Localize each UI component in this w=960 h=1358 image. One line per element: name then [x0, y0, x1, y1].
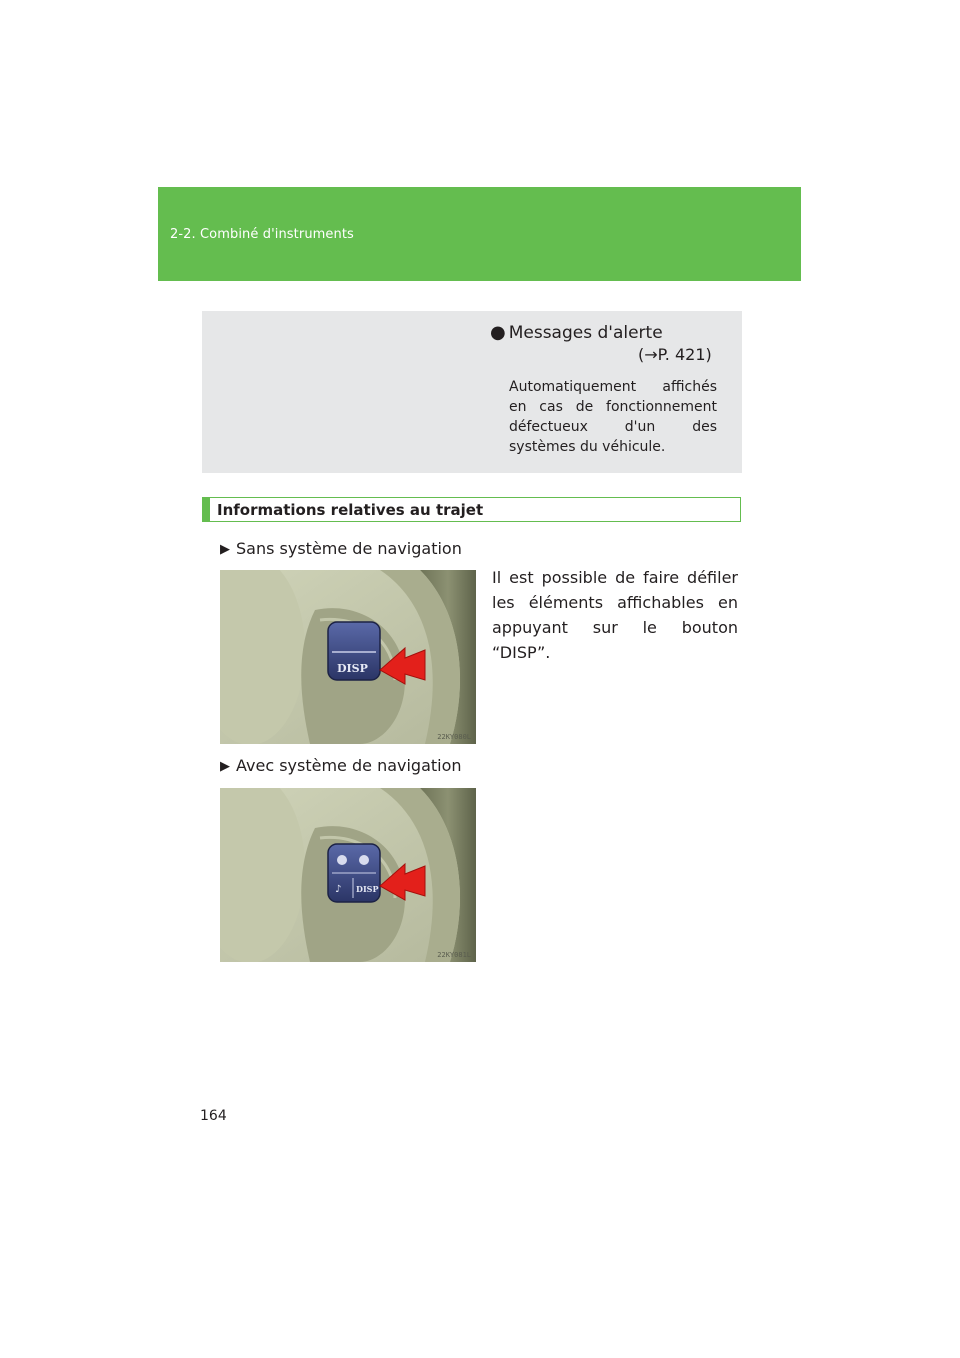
disp-button-label: DISP: [337, 662, 368, 675]
alert-info-box: [202, 311, 742, 473]
image-code: 22KY081L: [437, 951, 471, 959]
alert-title-text: Messages d'alerte: [508, 323, 663, 343]
steering-wheel-photo-without-nav: [220, 570, 476, 744]
case-label-without-nav-text: Sans système de navigation: [236, 539, 462, 558]
section-title: 2-2. Combiné d'instruments: [170, 227, 354, 242]
header-band: [158, 187, 801, 281]
section-heading: [202, 497, 741, 522]
triangle-bullet-icon: ▶: [220, 542, 230, 557]
bullet-icon: ●: [490, 322, 506, 343]
alert-page-reference[interactable]: (→P. 421): [638, 345, 712, 364]
case-label-with-nav-text: Avec système de navigation: [236, 756, 462, 775]
section-heading-text: Informations relatives au trajet: [217, 501, 484, 519]
page-number: 164: [200, 1108, 227, 1124]
steering-wheel-photo-with-nav: [220, 788, 476, 962]
disp-button-label: DISP: [356, 884, 379, 894]
svg-text:♪: ♪: [335, 884, 342, 895]
alert-description: Automatiquement affichés en cas de fonctionnement défectueux d'un des systèmes du véhicule.: [509, 379, 717, 455]
steering-wheel-illustration: [220, 570, 476, 744]
steering-wheel-illustration: [220, 788, 476, 962]
alert-title: [490, 322, 663, 343]
image-code: 22KY080L: [437, 733, 471, 741]
heading-accent: [203, 498, 210, 521]
case-label-with-nav: [220, 756, 462, 775]
disp-instruction-text: Il est possible de faire défiler les éléments affichables en appuyant sur le bouton “DISP”.: [492, 568, 738, 662]
case-label-without-nav: [220, 539, 462, 558]
triangle-bullet-icon: ▶: [220, 759, 230, 774]
